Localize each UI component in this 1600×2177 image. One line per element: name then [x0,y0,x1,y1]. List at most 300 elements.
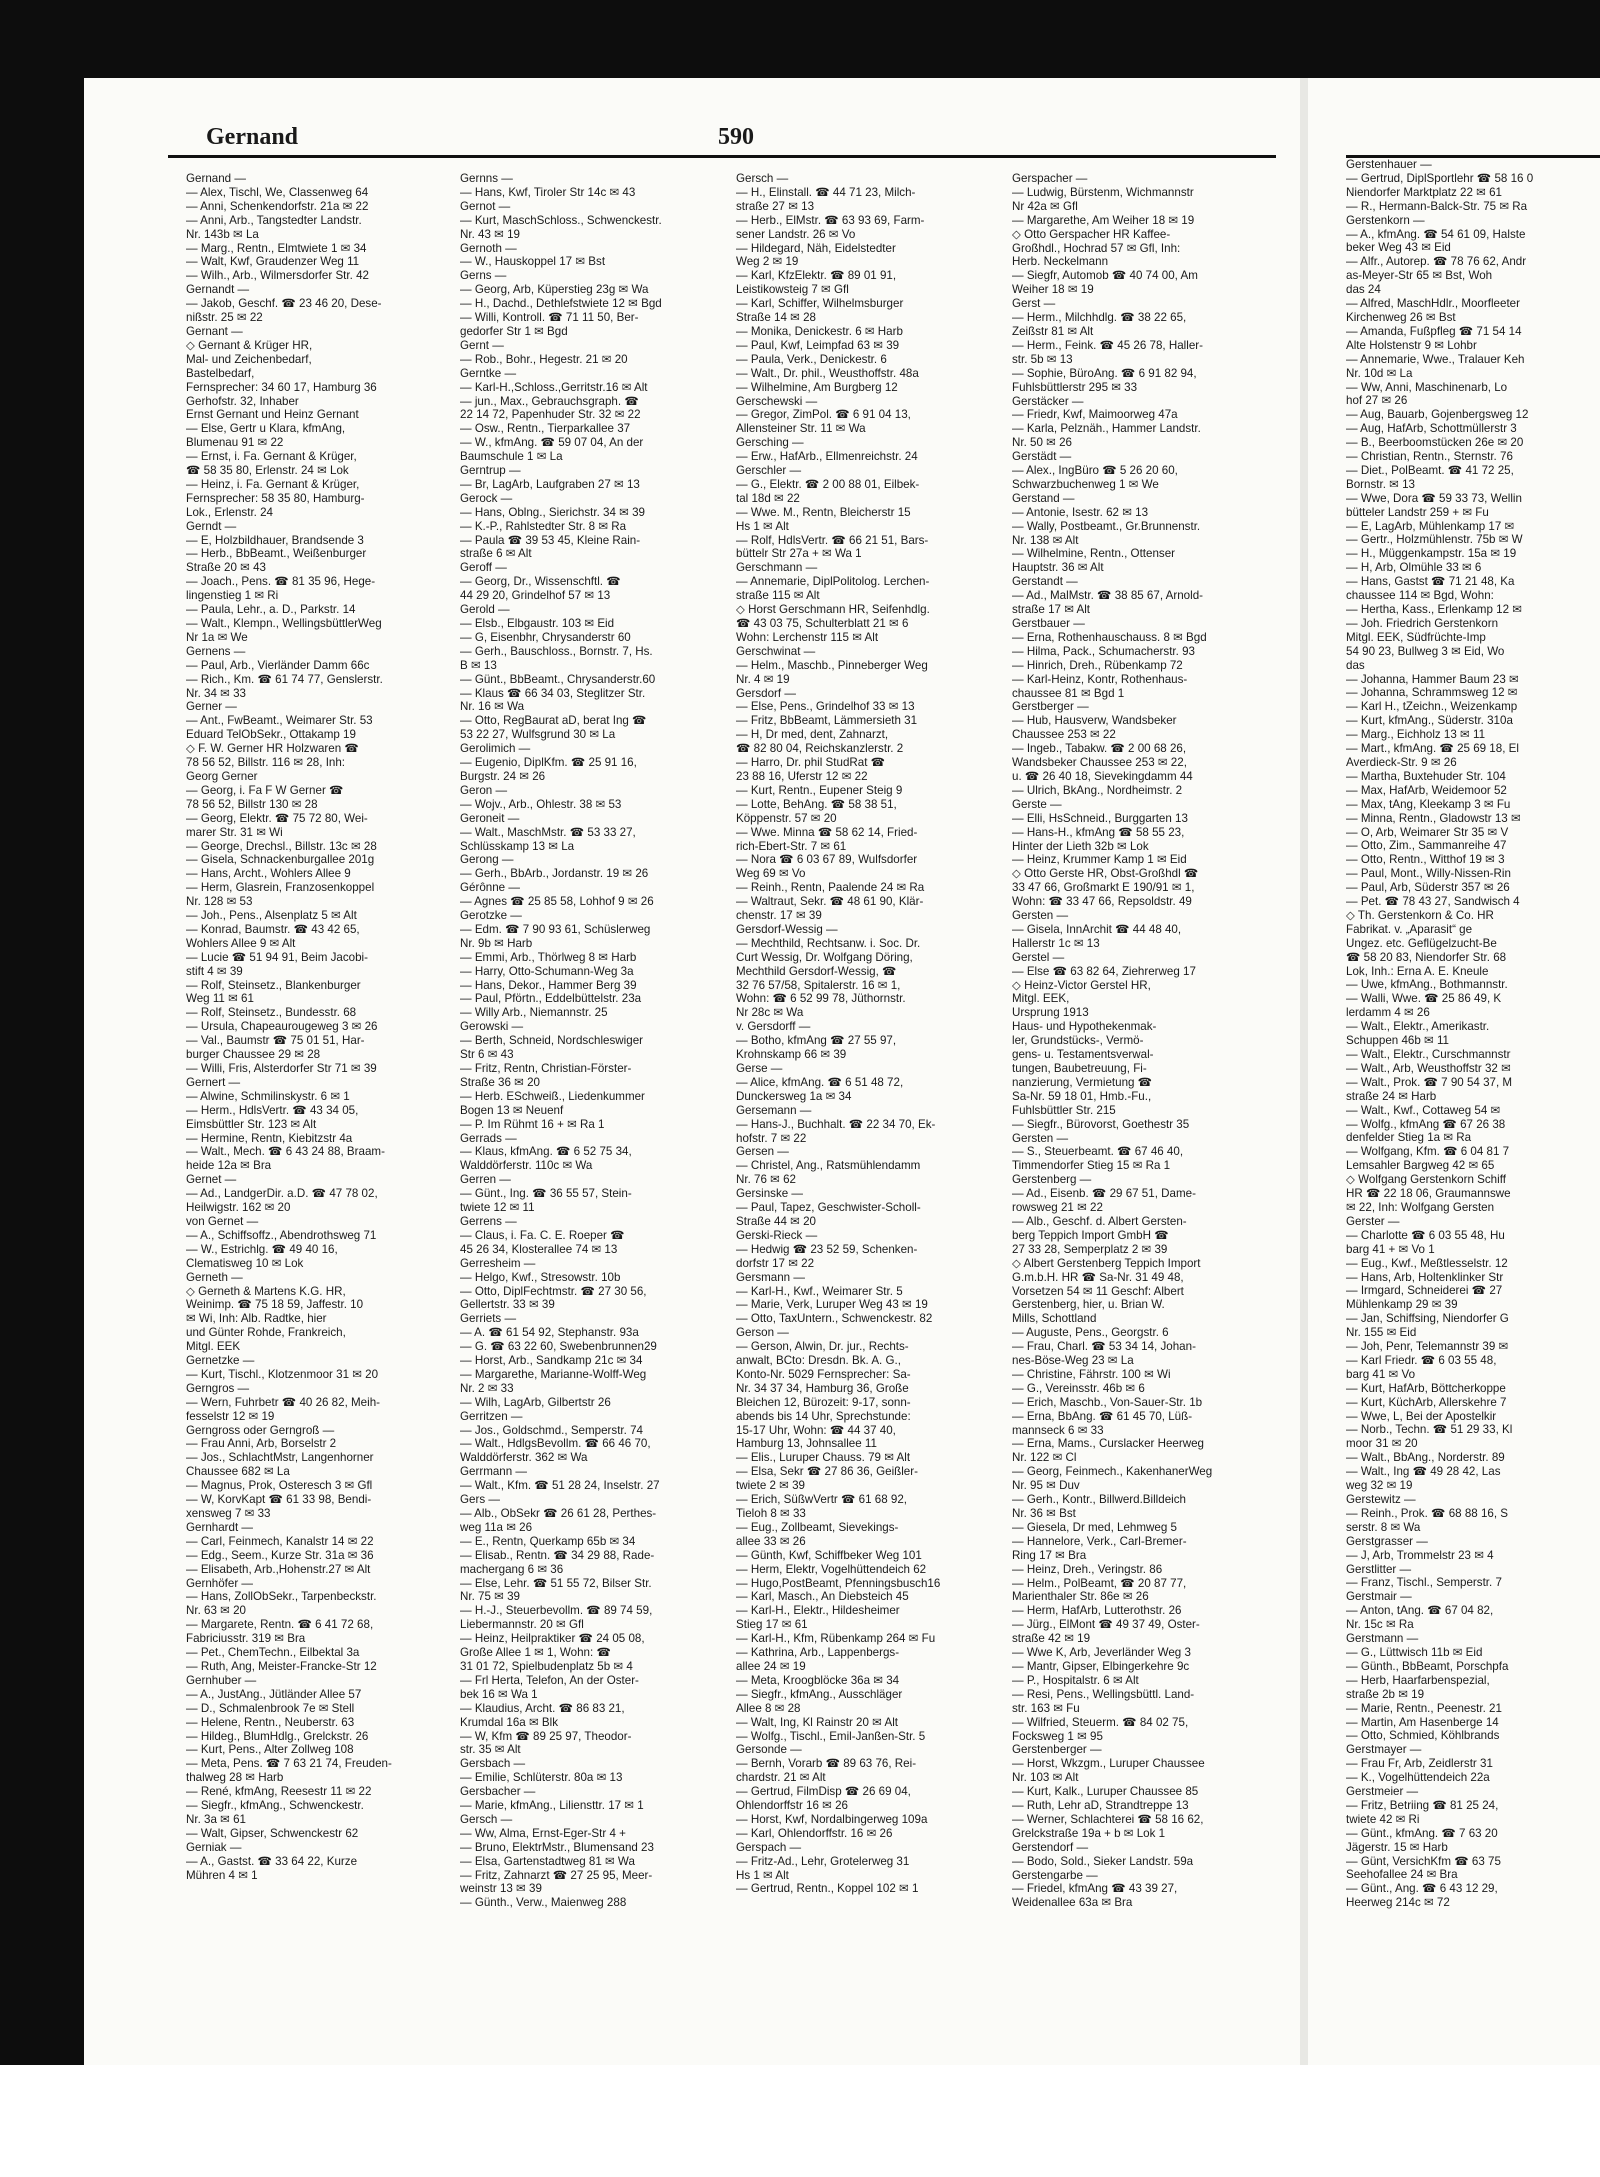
facing-page-entry-line: — Norb., Techn. ☎ 51 29 33, Kl [1346,1423,1513,1437]
directory-entry-line: straße 17 ✉ Alt [1012,603,1091,617]
directory-entry-line: — Elsa, Gartenstadtweg 81 ✉ Wa [460,1854,635,1868]
directory-entry-line: — A. ☎ 61 54 92, Stephanstr. 93a [460,1326,639,1340]
directory-entry-line: — Hermine, Rentn, Kiebitzstr 4a [186,1131,353,1145]
facing-page-entry-line: Gerstmeier — [1346,1785,1419,1799]
directory-entry-line: Schwarzbuchenweg 1 ✉ We [1012,477,1159,491]
directory-entry-line: — Kurt, Kalk., Luruper Chaussee 85 [1012,1785,1199,1799]
directory-entry-line: Gerntke — [460,366,517,380]
directory-entry-line: Hinter der Lieth 32b ✉ Lok [1012,839,1149,853]
directory-entry-line: gens- u. Testamentsverwal- [1012,1048,1154,1062]
scan-border-left [0,0,84,2177]
directory-entry-line: — Wilfried, Steuerm. ☎ 84 02 75, [1012,1715,1189,1729]
facing-page-entry-line: ◇ Wolfgang Gerstenkorn Schiff [1346,1173,1506,1187]
directory-entry-line: — Paul, Arb., Vierländer Damm 66c [186,658,370,672]
directory-entry-line: berg Teppich Import GmbH ☎ [1012,1228,1169,1242]
directory-entry-line: Clematisweg 10 ✉ Lok [186,1256,304,1270]
directory-entry-line: — Christel, Ang., Ratsmühlendamm [736,1159,921,1173]
directory-entry-line: von Gernet — [186,1214,259,1228]
directory-entry-line: — W., kfmAng. ☎ 59 07 04, An der [460,436,644,450]
directory-entry-line: — Karl, Schiffer, Wilhelmsburger [736,297,904,311]
facing-page-entry-line: — Johanna, Hammer Baum 23 ✉ [1346,672,1519,686]
directory-entry-line: ◇ Horst Gerschmann HR, Seifenhdlg. [736,603,930,617]
directory-entry-line: — Günt., Ing. ☎ 36 55 57, Stein- [460,1187,632,1201]
directory-entry-line: — Rob., Bohr., Hegestr. 21 ✉ 20 [460,352,628,366]
directory-entry-line: Curt Wessig, Dr. Wolfgang Döring, [736,950,913,964]
facing-page-entry-line: — Martin, Am Hasenberge 14 [1346,1715,1499,1729]
directory-entry-line: — Georg, i. Fa F W Gerner ☎ [186,783,344,797]
directory-entry-line: Nr. 50 ✉ 26 [1012,436,1072,450]
directory-entry-line: — Elis., Luruper Chauss. 79 ✉ Alt [736,1451,911,1465]
directory-entry-line: — Annemarie, DiplPolitolog. Lerchen- [736,575,930,589]
directory-entry-line: — Elisabeth, Arb.,Hohenstr.27 ✉ Alt [186,1562,371,1576]
directory-entry-line: — Erich, Maschb., Von-Sauer-Str. 1b [1012,1395,1203,1409]
directory-entry-line: Gernet — [186,1173,237,1187]
directory-entry-line: Gerspach — [736,1840,802,1854]
directory-entry-line: — G, Eisenbhr, Chrysanderstr 60 [460,630,631,644]
directory-entry-line: Gerste — [1012,797,1062,811]
facing-page-entry-line: — Johanna, Schrammsweg 12 ✉ [1346,686,1518,700]
directory-entry-line: Gerniak — [186,1840,242,1854]
directory-entry-line: Walddörferstr. 362 ✉ Wa [460,1451,588,1465]
directory-entry-line: — Val., Baumstr ☎ 75 01 51, Har- [186,1034,365,1048]
directory-entry-line: Gersching — [736,436,804,450]
directory-entry-line: — S., Steuerbeamt. ☎ 67 46 40, [1012,1145,1184,1159]
facing-page-entry-line: — K., Vogelhüttendeich 22a [1346,1771,1490,1785]
facing-page-entry-line: — R., Hermann-Balck-Str. 75 ✉ Ra [1346,199,1528,213]
directory-entry-line: Allee 8 ✉ 28 [736,1701,801,1715]
directory-entry-line: — K.-P., Rahlstedter Str. 8 ✉ Ra [460,519,627,533]
directory-entry-line: — Ingeb., Tabakw. ☎ 2 00 68 26, [1012,742,1187,756]
directory-entry-line: — Emmi, Arb., Thörlweg 8 ✉ Harb [460,950,637,964]
directory-entry-line: — Hinrich, Dreh., Rübenkamp 72 [1012,658,1183,672]
header-rule [168,155,1276,158]
directory-entry-line: ☎ 82 80 04, Reichskanzlerstr. 2 [736,742,904,756]
directory-entry-line: Gerner — [186,700,237,714]
directory-entry-line: — Fritz, Rentn, Christian-Förster- [460,1062,632,1075]
directory-entry-line: Hallerstr 1c ✉ 13 [1012,936,1100,950]
directory-entry-line: Weiher 18 ✉ 19 [1012,283,1094,297]
directory-entry-line: Gerriets — [460,1312,517,1326]
facing-page-entry-line: — Reinh., Prok. ☎ 68 88 16, S [1346,1506,1509,1520]
facing-page-entry-line: — Walt., Prok. ☎ 7 90 54 37, M [1346,1075,1513,1089]
directory-entry-line: Nr. 34 ✉ 33 [186,686,246,700]
directory-entry-line: Nr. 95 ✉ Duv [1012,1479,1080,1493]
facing-page-entry-line: — Walt., Ing ☎ 49 28 42, Las [1346,1465,1501,1479]
directory-entry-line: Weg 69 ✉ Vo [736,867,806,881]
directory-entry-line: — Siegfr, Automob ☎ 40 74 00, Am [1012,269,1198,283]
directory-entry-line: — Else, Gertr u Klara, kfmAng, [186,422,346,436]
facing-page-entry-line: — Hans, Gastst ☎ 71 21 48, Ka [1346,575,1515,589]
directory-entry-line: — Ad., MalMstr. ☎ 38 85 67, Arnold- [1012,589,1204,603]
directory-entry-line: — Georg, Dr., Wissenschftl. ☎ [460,575,621,589]
facing-page-entry-line: — Herb, Haarfarbenspezial, [1346,1673,1490,1687]
directory-entry-line: nes-Böse-Weg 23 ✉ La [1012,1354,1134,1368]
directory-entry-line: ler, Grundstücks-, Vermö- [1012,1034,1144,1048]
directory-entry-line: — Siegfr., kfmAng., Ausschläger [736,1687,903,1701]
directory-entry-line: — Kurt, Tischl., Klotzenmoor 31 ✉ 20 [186,1367,379,1381]
directory-entry-line: — Rich., Km. ☎ 61 74 77, Genslerstr. [186,672,383,686]
directory-entry-line: — jun., Max., Gebrauchsgraph. ☎ [460,394,639,408]
directory-entry-line: — Antonie, Isestr. 62 ✉ 13 [1012,505,1149,519]
directory-entry-line: — Ulrich, BkAng., Nordheimstr. 2 [1012,783,1183,797]
directory-entry-line: — Ursula, Chapeaurougeweg 3 ✉ 26 [186,1020,378,1034]
directory-entry-line: Ursprung 1913 [1012,1006,1089,1020]
directory-entry-line: — Erna, Mams., Curslacker Heerweg [1012,1437,1204,1451]
directory-entry-line: Gersbacher — [460,1785,536,1799]
directory-entry-line: — Georg, Elektr. ☎ 75 72 80, Wei- [186,811,368,825]
directory-entry-line: ✉ Wi, Inh: Alb. Radtke, hier [186,1312,327,1326]
directory-entry-line: Blumenau 91 ✉ 22 [186,436,284,450]
directory-entry-line: — Herb., BbBeamt., Weißenburger [186,547,367,561]
directory-entry-line: — Wilh, LagArb, Gilbertstr 26 [460,1395,611,1409]
directory-entry-line: Ring 17 ✉ Bra [1012,1548,1087,1562]
directory-entry-line: — Otto, DiplFechtmstr. ☎ 27 30 56, [460,1284,647,1298]
facing-page-entry-line: — Martha, Buxtehuder Str. 104 [1346,769,1506,783]
directory-entry-line: — Hans, ZollObSekr., Tarpenbeckstr. [186,1590,377,1604]
facing-page-entry-line: ◇ Th. Gerstenkorn & Co. HR [1346,908,1494,922]
directory-entry-line: — Wojv., Arb., Ohlestr. 38 ✉ 53 [460,797,622,811]
directory-entry-line: Gernand — [186,172,246,185]
directory-entry-line: Gérônne — [460,881,520,895]
directory-entry-line: Geron — [460,783,508,797]
directory-entry-line: — Harry, Otto-Schumann-Weg 3a [460,964,634,978]
directory-entry-line: v. Gersdorff — [736,1020,811,1034]
facing-page-entry-line: — Marie, Rentn., Peenestr. 21 [1346,1701,1502,1715]
directory-entry-line: — D., Schmalenbrook 7e ✉ Stell [186,1701,355,1715]
directory-entry-line: dorfstr 17 ✉ 22 [736,1256,815,1270]
facing-page-entry-line: — Fritz, Betriing ☎ 81 25 24, [1346,1798,1499,1812]
directory-entry-line: — Ad., Eisenb. ☎ 29 67 51, Dame- [1012,1187,1196,1201]
facing-page-entry-line: — Hertha, Kass., Erlenkamp 12 ✉ [1346,603,1522,616]
facing-page-entry-line: — Günth., BbBeamt, Porschpfa [1346,1659,1509,1673]
directory-entry-line: — Günth, Kwf, Schiffbeker Weg 101 [736,1548,922,1562]
directory-entry-line: — Siegfr., Bürovorst, Goethestr 35 [1012,1117,1190,1131]
facing-page-entry-line: 54 90 23, Bullweg 3 ✉ Eid, Wo [1346,644,1505,658]
directory-entry-line: — Wwe. Minna ☎ 58 62 14, Fried- [736,825,918,839]
directory-entry-line: Hs 1 ✉ Alt [736,1868,789,1882]
directory-entry-line: Wohn: Lerchenstr 115 ✉ Alt [736,630,879,644]
directory-entry-line: — W, KorvKapt ☎ 61 33 98, Bendi- [186,1493,372,1507]
directory-entry-line: Gerstbauer — [1012,617,1085,630]
directory-entry-line: Walddörferstr. 110c ✉ Wa [460,1159,593,1173]
directory-entry-line: Gerstenberger — [1012,1743,1102,1757]
page-number: 590 [718,124,754,150]
page-gutter [1300,78,1308,2068]
directory-entry-line: — Willi, Kontroll. ☎ 71 11 50, Ber- [460,311,639,325]
directory-entry-line: — Mantr, Gipser, Elbingerkehre 9c [1012,1659,1190,1673]
facing-page-entry-line: Gerstlitter — [1346,1562,1412,1576]
directory-entry-line: — Fritz, Zahnarzt ☎ 27 25 95, Meer- [460,1868,653,1882]
directory-entry-line: — Carl, Feinmech, Kanalstr 14 ✉ 22 [186,1534,374,1548]
facing-page-entry-line: Gerstmann — [1346,1632,1419,1646]
directory-entry-line: abends bis 14 Uhr, Sprechstunde: [736,1409,911,1423]
directory-entry-line: 78 56 52, Billstr. 116 ✉ 28, Inh: [186,756,346,770]
directory-entry-line: — Agnes ☎ 25 85 58, Lohhof 9 ✉ 26 [460,895,654,909]
directory-entry-line: Gerngross oder Gerngroß — [186,1423,335,1437]
directory-entry-line: Gerski-Rieck — [736,1228,818,1242]
directory-entry-line: — Christine, Fährstr. 100 ✉ Wi [1012,1367,1171,1381]
directory-entry-line: — Konrad, Baumstr. ☎ 43 42 65, [186,922,360,936]
directory-entry-line: — Walt., MaschMstr. ☎ 53 33 27, [460,825,636,839]
directory-entry-line: — Gerh., Bauschloss., Bornstr. 7, Hs. [460,644,653,658]
directory-entry-line: — Rolf, Steinsetz., Blankenburger [186,978,361,992]
directory-entry-line: Marienthaler Str. 86e ✉ 26 [1012,1590,1149,1604]
directory-entry-line: — Wwe. M., Rentn, Bleicherstr 15 [736,505,911,519]
facing-page-entry-line: — G., Lüttwisch 11b ✉ Eid [1346,1645,1483,1659]
directory-entry-line: — Osw., Rentn., Tierparkallee 37 [460,422,631,436]
directory-entry-line: — Herm, Glasrein, Franzosenkoppel [186,881,375,895]
directory-entry-line: chardstr. 21 ✉ Alt [736,1771,826,1785]
directory-entry-line: — Rolf, HdlsVertr. ☎ 66 21 51, Bars- [736,533,929,547]
scan-border-bottom [0,2065,1600,2177]
directory-entry-line: Gerong — [460,853,514,867]
directory-entry-line: — Edm. ☎ 7 90 93 61, Schüslerweg [460,922,651,936]
facing-page-entry-line: moor 31 ✉ 20 [1346,1437,1418,1451]
directory-entry-line: — Else, Pens., Grindelhof 33 ✉ 13 [736,700,915,714]
directory-entry-line: — H, Dr med, dent, Zahnarzt, [736,728,889,742]
facing-page-entry-line: — Max, HafArb, Weidemoor 52 [1346,783,1507,797]
directory-entry-line: 53 22 27, Wulfsgrund 30 ✉ La [460,728,616,742]
directory-entry-line: — Frau, Charl. ☎ 53 34 14, Johan- [1012,1340,1196,1354]
facing-page-entry-line: — Joh. Friedrich Gerstenkorn [1346,616,1499,630]
directory-entry-line: Ohlendorffstr 16 ✉ 26 [736,1799,848,1813]
directory-entry-line: ◇ Otto Gerste HR, Obst-Großhdl ☎ [1012,867,1199,881]
facing-page-entry-line: Alte Holstenstr 9 ✉ Lohbr [1346,338,1477,352]
directory-entry-line: — G. ☎ 63 22 60, Swebenbrunnen29 [460,1340,657,1354]
directory-entry-line: Gers — [460,1493,500,1507]
facing-page-entry-line: HR ☎ 22 18 06, Graumannswe [1346,1187,1511,1201]
directory-entry-line: Gerndt — [186,519,237,533]
facing-page-entry-line: das 24 [1346,283,1381,297]
facing-page-entry-line: — Pet. ☎ 78 43 27, Sandwisch 4 [1346,895,1520,909]
directory-entry-line: — Herm., Milchhdlg. ☎ 38 22 65, [1012,311,1187,325]
directory-entry-line: xensweg 7 ✉ 33 [186,1507,271,1520]
directory-entry-line: — Sophie, BüroAng. ☎ 6 91 82 94, [1012,366,1197,380]
directory-entry-line: nißstr. 25 ✉ 22 [186,311,263,325]
directory-entry-line: Gerschwinat — [736,644,816,658]
directory-entry-line: — Lucie ☎ 51 94 91, Beim Jacobi- [186,950,368,964]
directory-entry-line: — Herm, Elektr, Vogelhüttendeich 62 [736,1562,927,1576]
directory-entry-line: Gersinske — [736,1187,804,1201]
directory-entry-line: — Hans-J., Buchhalt. ☎ 22 34 70, Ek- [736,1117,936,1131]
directory-entry-line: Gerren — [460,1173,511,1187]
directory-entry-line: — Nora ☎ 6 03 67 89, Wulfsdorfer [736,853,918,867]
directory-entry-line: ◇ Gerneth & Martens K.G. HR, [186,1284,346,1298]
facing-page-entry-line: Lok, Inh.: Erna A. E. Kneule [1346,964,1489,978]
facing-page-entry-line: Jägerstr. 15 ✉ Harb [1346,1840,1448,1854]
directory-entry-line: Wohlers Allee 9 ✉ Alt [186,936,296,950]
directory-entry-line: Fernsprecher: 34 60 17, Hamburg 36 [186,380,377,394]
scan-border-top [0,0,1600,78]
directory-entry-line: — P., Hospitalstr. 6 ✉ Alt [1012,1673,1139,1687]
directory-entry-line: hofstr. 7 ✉ 22 [736,1131,807,1145]
directory-entry-line: — Marg., Rentn., Elmtwiete 1 ✉ 34 [186,241,367,255]
directory-entry-line: Gernert — [186,1075,241,1089]
directory-entry-line: — Kurt, Rentn., Eupener Steig 9 [736,783,903,797]
facing-page-entry-line: Gerstgrasser — [1346,1534,1428,1548]
directory-entry-line: — Helene, Rentn., Neuberstr. 63 [186,1715,355,1729]
directory-entry-line: ☎ 58 35 80, Erlenstr. 24 ✉ Lok [186,464,349,478]
directory-entry-line: ◇ F. W. Gerner HR Holzwaren ☎ [186,742,359,756]
facing-page-entry-line: — Amanda, Fußpfleg ☎ 71 54 14 [1346,324,1522,338]
directory-entry-line: Gersch — [736,172,789,185]
directory-entry-line: — Günth., Verw., Maienweg 288 [460,1896,627,1910]
directory-entry-line: Stieg 17 ✉ 61 [736,1618,808,1632]
facing-page-column [1346,158,1600,1910]
directory-entry-line: — Willi, Fris, Alsterdorfer Str 71 ✉ 39 [186,1062,377,1075]
directory-entry-line: twiete 12 ✉ 11 [460,1201,535,1215]
directory-entry-line: ◇ Albert Gerstenberg Teppich Import [1012,1256,1201,1270]
directory-entry-line: Nr. 16 ✉ Wa [460,700,525,714]
directory-entry-line: — Walt., Dr. phil., Weusthoffstr. 48a [736,366,919,380]
directory-entry-line: Nr. 103 ✉ Alt [1012,1771,1079,1785]
facing-page-entry-line: — Alfr., Autorep. ☎ 78 76 62, Andr [1346,255,1527,269]
directory-entry-line: Konto-Nr. 5029 Fernsprecher: Sa- [736,1367,911,1381]
facing-page-entry-line: Schuppen 46b ✉ 11 [1346,1034,1449,1048]
directory-entry-line: 22 14 72, Papenhuder Str. 32 ✉ 22 [460,408,641,422]
directory-entry-line: Gerstendorf — [1012,1840,1089,1854]
directory-entry-line: Gerschmann — [736,561,818,575]
directory-entry-line: rowsweg 21 ✉ 22 [1012,1201,1103,1215]
directory-entry-line: Bogen 13 ✉ Neuenf [460,1103,564,1117]
directory-entry-line: Gernot — [460,199,511,213]
directory-entry-line: Gerrmann — [460,1465,528,1479]
directory-entry-line: Mitgl. EEK, [1012,992,1070,1006]
directory-entry-line: — Gerh., BbArb., Jordanstr. 19 ✉ 26 [460,867,649,881]
directory-entry-line: — W., Hauskoppel 17 ✉ Bst [460,255,606,269]
directory-entry-line: mannseck 6 ✉ 33 [1012,1423,1104,1437]
directory-entry-line: Bleichen 12, Bürozeit: 9-17, sonn- [736,1395,911,1409]
directory-entry-line: Lok., Erlenstr. 24 [186,505,273,519]
directory-entry-line: Gerstädt — [1012,450,1072,464]
facing-page-entry-line: — E, LagArb, Mühlenkamp 17 ✉ [1346,519,1515,533]
directory-entry-line: Nr. 34 37 34, Hamburg 36, Große [736,1381,909,1395]
directory-entry-line: Gernhuber — [186,1673,257,1687]
directory-entry-line: Fuhlsbüttlerstr 295 ✉ 33 [1012,380,1138,394]
directory-entry-line: str. 5b ✉ 13 [1012,352,1073,366]
directory-entry-line: — Else, Lehr. ☎ 51 55 72, Bilser Str. [460,1576,652,1590]
facing-page-entry-line: chaussee 114 ✉ Bgd, Wohn: [1346,589,1494,603]
directory-entry-line: Mills, Schottland [1012,1312,1097,1326]
directory-entry-line: Nr. 143b ✉ La [186,227,259,241]
directory-entry-line: — Karl-H.,Schloss.,Gerritstr.16 ✉ Alt [460,380,648,394]
directory-entry-line: Gernhardt — [186,1520,254,1534]
directory-entry-line: — Hans, Archt., Wohlers Allee 9 [186,867,351,881]
directory-entry-line: Geroneit — [460,811,520,825]
directory-entry-line: Nr. 128 ✉ 53 [186,895,253,909]
directory-entry-line: — Alex., IngBüro ☎ 5 26 20 60, [1012,464,1178,478]
directory-entry-line: — Lotte, BehAng. ☎ 58 38 51, [736,797,897,811]
directory-entry-line: Große Allee 1 ✉ 1, Wohn: ☎ [460,1646,611,1660]
directory-entry-line: Gersdorf-Wessig — [736,922,838,936]
directory-entry-line: Wohn: ☎ 6 52 99 78, Jüthornstr. [736,992,906,1006]
facing-page-entry-line: — Walt., BbAng., Norderstr. 89 [1346,1451,1505,1465]
directory-entry-line: Gernt — [460,338,504,352]
directory-entry-line: straße 42 ✉ 19 [1012,1632,1091,1646]
directory-entry-line: lingenstieg 1 ✉ Ri [186,589,279,603]
facing-page-entry-line: Nr. 15c ✉ Ra [1346,1618,1414,1632]
directory-entry-line: stift 4 ✉ 39 [186,964,243,978]
directory-entry-line: — Elisab., Rentn. ☎ 34 29 88, Rade- [460,1548,655,1562]
directory-entry-line: straße 115 ✉ Alt [736,589,820,603]
directory-entry-line: — Magnus, Prok, Osteresch 3 ✉ Gfl [186,1479,373,1493]
directory-entry-line: — Herm., HdlsVertr. ☎ 43 34 05, [186,1103,359,1117]
directory-entry-line: — Marie, Verk, Luruper Weg 43 ✉ 19 [736,1298,928,1312]
directory-entry-line: — Kathrina, Arb., Lappenbergs- [736,1646,900,1660]
directory-entry-line: — Eugenio, DiplKfm. ☎ 25 91 16, [460,756,637,770]
facing-page-entry-line: denfelder Stieg 1a ✉ Ra [1346,1131,1472,1145]
directory-entry-line: — Helm., PolBeamt, ☎ 20 87 77, [1012,1576,1187,1590]
directory-entry-line: Mitgl. EEK [186,1340,241,1354]
directory-entry-line: — Reinh., Rentn, Paalende 24 ✉ Ra [736,881,925,895]
directory-entry-line: Straße 44 ✉ 20 [736,1214,816,1228]
directory-entry-line: — Margarethe, Marianne-Wolff-Weg [460,1367,647,1381]
directory-entry-line: Gerstengarbe — [1012,1868,1098,1882]
directory-entry-line: — Paul, Tapez, Geschwister-Scholl- [736,1201,921,1215]
directory-entry-line: — Gisela, Schnackenburgallee 201g [186,853,375,867]
facing-page-entry-line: — Anton, tAng. ☎ 67 04 82, [1346,1604,1494,1618]
directory-entry-line: — H., Dachd., Dethlefstwiete 12 ✉ Bgd [460,297,662,311]
directory-entry-line: burger Chaussee 29 ✉ 28 [186,1048,321,1062]
directory-entry-line: 33 47 66, Großmarkt E 190/91 ✉ 1, [1012,881,1195,895]
facing-page-entry-line: — Walt., Elektr., Amerikastr. [1346,1020,1490,1034]
facing-page-entry-line: — Franz, Tischl., Semperstr. 7 [1346,1576,1502,1590]
directory-entry-line: u. ☎ 26 40 18, Sievekingdamm 44 [1012,769,1193,783]
directory-entry-line: — Wilhelmine, Am Burgberg 12 [736,380,898,394]
directory-entry-line: Großhdl., Hochrad 57 ✉ Gfl, Inh: [1012,241,1181,255]
facing-page-entry-line: — Karl H., tZeichn., Weizenkamp [1346,700,1518,714]
directory-entry-line: Nr. 122 ✉ Cl [1012,1451,1077,1465]
directory-column-3 [736,172,998,1896]
facing-page-entry-line: — Walt., Elektr., Curschmannstr [1346,1048,1511,1061]
directory-entry-line: marer Str. 31 ✉ Wi [186,825,283,839]
directory-entry-line: — Hildeg., BlumHdlg., Grelckstr. 26 [186,1729,369,1743]
directory-entry-line: — Claus, i. Fa. C. E. Roeper ☎ [460,1228,625,1242]
directory-entry-line: 15-17 Uhr, Wohn: ☎ 44 37 40, [736,1423,896,1437]
directory-entry-line: — Mechthild, Rechtsanw. i. Soc. Dr. [736,936,921,950]
directory-entry-line: — Br, LagArb, Laufgraben 27 ✉ 13 [460,477,640,491]
directory-entry-line: — P. Im Rühmt 16 + ✉ Ra 1 [460,1117,605,1131]
directory-entry-line: — Giesela, Dr med, Lehmweg 5 [1012,1520,1177,1534]
directory-entry-line: Wandsbeker Chaussee 253 ✉ 22, [1012,756,1187,770]
directory-entry-line: — Waltraut, Sekr. ☎ 48 61 90, Klär- [736,895,924,909]
directory-entry-line: — Karl, Ohlendorffstr. 16 ✉ 26 [736,1826,893,1840]
directory-entry-line: — Edg., Seem., Kurze Str. 31a ✉ 36 [186,1548,374,1562]
directory-entry-line: — Walt, Gipser, Schwenckestr 62 [186,1826,359,1840]
directory-entry-line: — Bernh, Vorarb ☎ 89 63 76, Rei- [736,1757,917,1771]
directory-column-1 [186,172,446,1882]
directory-entry-line: — G., Elektr. ☎ 2 00 88 01, Eilbek- [736,477,920,491]
directory-entry-line: — Alwine, Schmilinskystr. 6 ✉ 1 [186,1089,350,1103]
directory-entry-line: — Klaus, kfmAng. ☎ 6 52 75 34, [460,1145,632,1159]
facing-page-entry-line: — Otto, Rentn., Witthof 19 ✉ 3 [1346,853,1505,867]
directory-entry-line: 23 88 16, Uferstr 12 ✉ 22 [736,769,868,783]
directory-entry-line: Grelckstraße 19a + b ✉ Lok 1 [1012,1826,1166,1840]
directory-entry-line: — Otto, TaxUntern., Schwenckestr. 82 [736,1312,933,1326]
facing-page-entry-line: — O, Arb, Weimarer Str 35 ✉ V [1346,825,1509,839]
directory-entry-line: Burgstr. 24 ✉ 26 [460,769,546,783]
directory-entry-line: Gerntrup — [460,464,521,478]
facing-page-entry-line: Fabrikat. v. „Aparasit“ ge [1346,922,1473,936]
directory-entry-line: — Meta, Pens. ☎ 7 63 21 74, Freuden- [186,1757,392,1771]
directory-entry-line: Nr. 43 ✉ 19 [460,227,520,241]
directory-entry-line: — Otto, RegBaurat aD, berat Ing ☎ [460,714,647,728]
directory-entry-line: Gernetzke — [186,1354,255,1368]
facing-page-entry-line: Lemsahler Bargweg 42 ✉ 65 [1346,1159,1495,1173]
directory-entry-line: — E., Rentn, Querkamp 65b ✉ 34 [460,1534,636,1548]
directory-entry-line: Fernsprecher: 58 35 80, Hamburg- [186,491,365,505]
directory-entry-line: — Walt, Kwf, Graudenzer Weg 11 [186,255,360,269]
